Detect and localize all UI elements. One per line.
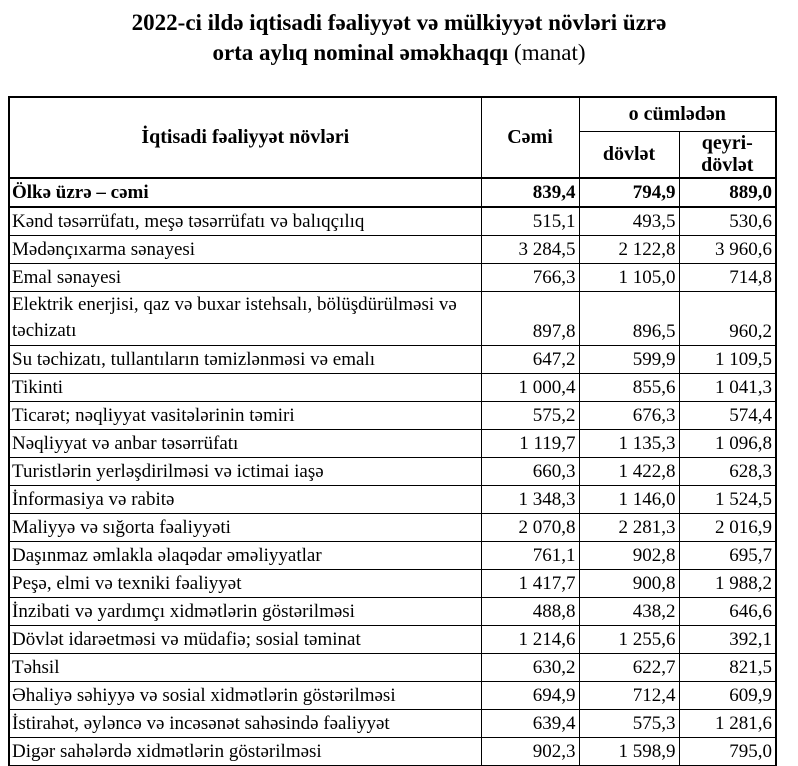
value-total: 1 417,7 bbox=[481, 569, 579, 597]
value-state: 438,2 bbox=[579, 597, 679, 625]
activity-label: Daşınmaz əmlakla əlaqədar əməliyyatlar bbox=[9, 541, 481, 569]
value-total: 766,3 bbox=[481, 263, 579, 291]
value-total: 1 000,4 bbox=[481, 373, 579, 401]
value-state: 493,5 bbox=[579, 207, 679, 236]
value-state: 622,7 bbox=[579, 653, 679, 681]
activity-label: Emal sənayesi bbox=[9, 263, 481, 291]
activity-label: İnformasiya və rabitə bbox=[9, 485, 481, 513]
wages-table bbox=[8, 96, 777, 766]
activity-label: Nəqliyyat və anbar təsərrüfatı bbox=[9, 429, 481, 457]
value-total: 2 070,8 bbox=[481, 513, 579, 541]
value-total: 902,3 bbox=[481, 737, 579, 766]
value-non-state: 714,8 bbox=[679, 263, 776, 291]
value-non-state: 821,5 bbox=[679, 653, 776, 681]
statistics-page bbox=[0, 8, 798, 766]
table-body bbox=[9, 178, 776, 766]
activity-label: Maliyyə və sığorta fəaliyyəti bbox=[9, 513, 481, 541]
value-non-state: 1 096,8 bbox=[679, 429, 776, 457]
value-non-state: 628,3 bbox=[679, 457, 776, 485]
header-state: dövlət bbox=[579, 131, 679, 178]
value-non-state: 1 281,6 bbox=[679, 709, 776, 737]
value-total: 660,3 bbox=[481, 457, 579, 485]
activity-label: Əhaliyə səhiyyə və sosial xidmətlərin göstərilməsi bbox=[9, 681, 481, 709]
value-total: 1 214,6 bbox=[481, 625, 579, 653]
activity-label: Ölkə üzrə – cəmi bbox=[9, 178, 481, 207]
value-total: 694,9 bbox=[481, 681, 579, 709]
table-row bbox=[9, 541, 776, 569]
value-state: 575,3 bbox=[579, 709, 679, 737]
activity-label: Təhsil bbox=[9, 653, 481, 681]
value-state: 1 135,3 bbox=[579, 429, 679, 457]
value-total: 488,8 bbox=[481, 597, 579, 625]
value-state: 1 105,0 bbox=[579, 263, 679, 291]
value-state: 900,8 bbox=[579, 569, 679, 597]
value-non-state: 960,2 bbox=[679, 291, 776, 345]
value-total: 630,2 bbox=[481, 653, 579, 681]
table-row bbox=[9, 401, 776, 429]
value-state: 855,6 bbox=[579, 373, 679, 401]
value-state: 1 422,8 bbox=[579, 457, 679, 485]
table-row bbox=[9, 709, 776, 737]
activity-label: Elektrik enerjisi, qaz və buxar istehsalı, bölüşdürülməsi və təchizatı bbox=[9, 291, 481, 345]
activity-label: Dövlət idarəetməsi və müdafiə; sosial təminat bbox=[9, 625, 481, 653]
value-state: 1 146,0 bbox=[579, 485, 679, 513]
table-row bbox=[9, 263, 776, 291]
value-non-state: 1 988,2 bbox=[679, 569, 776, 597]
table-row bbox=[9, 457, 776, 485]
value-non-state: 795,0 bbox=[679, 737, 776, 766]
value-state: 2 122,8 bbox=[579, 235, 679, 263]
value-non-state: 646,6 bbox=[679, 597, 776, 625]
value-total: 3 284,5 bbox=[481, 235, 579, 263]
value-non-state: 695,7 bbox=[679, 541, 776, 569]
value-non-state: 609,9 bbox=[679, 681, 776, 709]
title-line2-bold: orta aylıq nominal əməkhaqqı bbox=[212, 40, 509, 66]
table-row bbox=[9, 513, 776, 541]
value-state: 1 598,9 bbox=[579, 737, 679, 766]
activity-label: Su təchizatı, tullantıların təmizlənməsi və emalı bbox=[9, 345, 481, 373]
value-state: 896,5 bbox=[579, 291, 679, 345]
value-state: 1 255,6 bbox=[579, 625, 679, 653]
value-total: 761,1 bbox=[481, 541, 579, 569]
table-row bbox=[9, 653, 776, 681]
activity-label: Ticarət; nəqliyyat vasitələrinin təmiri bbox=[9, 401, 481, 429]
table-row bbox=[9, 597, 776, 625]
table-row bbox=[9, 207, 776, 236]
value-total: 839,4 bbox=[481, 178, 579, 207]
header-activity-types: İqtisadi fəaliyyət növləri bbox=[9, 97, 481, 178]
value-non-state: 574,4 bbox=[679, 401, 776, 429]
header-total: Cəmi bbox=[481, 97, 579, 178]
activity-label: Peşə, elmi və texniki fəaliyyət bbox=[9, 569, 481, 597]
table-row bbox=[9, 373, 776, 401]
value-non-state: 530,6 bbox=[679, 207, 776, 236]
table-row bbox=[9, 429, 776, 457]
table-row bbox=[9, 737, 776, 766]
value-state: 599,9 bbox=[579, 345, 679, 373]
value-total: 1 348,3 bbox=[481, 485, 579, 513]
page-title bbox=[0, 8, 798, 69]
value-non-state: 2 016,9 bbox=[679, 513, 776, 541]
value-non-state: 889,0 bbox=[679, 178, 776, 207]
activity-label: Mədənçıxarma sənayesi bbox=[9, 235, 481, 263]
table-row bbox=[9, 178, 776, 207]
header-including-group: o cümlədən bbox=[579, 97, 776, 132]
value-state: 902,8 bbox=[579, 541, 679, 569]
table-row bbox=[9, 345, 776, 373]
value-total: 1 119,7 bbox=[481, 429, 579, 457]
table-row bbox=[9, 235, 776, 263]
table-row bbox=[9, 485, 776, 513]
activity-label: Tikinti bbox=[9, 373, 481, 401]
table-header bbox=[9, 97, 776, 178]
title-line1: 2022-ci ildə iqtisadi fəaliyyət və mülkiyyət növləri üzrə bbox=[131, 10, 667, 35]
value-non-state: 1 041,3 bbox=[679, 373, 776, 401]
activity-label: İstirahət, əyləncə və incəsənət sahəsində fəaliyyət bbox=[9, 709, 481, 737]
table-row bbox=[9, 625, 776, 653]
value-non-state: 3 960,6 bbox=[679, 235, 776, 263]
value-total: 639,4 bbox=[481, 709, 579, 737]
value-total: 897,8 bbox=[481, 291, 579, 345]
value-non-state: 1 109,5 bbox=[679, 345, 776, 373]
value-state: 794,9 bbox=[579, 178, 679, 207]
value-non-state: 392,1 bbox=[679, 625, 776, 653]
header-non-state: qeyri-dövlət bbox=[679, 131, 776, 178]
table-row bbox=[9, 681, 776, 709]
value-total: 647,2 bbox=[481, 345, 579, 373]
value-state: 676,3 bbox=[579, 401, 679, 429]
activity-label: Turistlərin yerləşdirilməsi və ictimai iaşə bbox=[9, 457, 481, 485]
value-state: 2 281,3 bbox=[579, 513, 679, 541]
value-total: 515,1 bbox=[481, 207, 579, 236]
activity-label: Kənd təsərrüfatı, meşə təsərrüfatı və balıqçılıq bbox=[9, 207, 481, 236]
activity-label: İnzibati və yardımçı xidmətlərin göstərilməsi bbox=[9, 597, 481, 625]
value-total: 575,2 bbox=[481, 401, 579, 429]
table-row bbox=[9, 569, 776, 597]
activity-label: Digər sahələrdə xidmətlərin göstərilməsi bbox=[9, 737, 481, 766]
value-state: 712,4 bbox=[579, 681, 679, 709]
value-non-state: 1 524,5 bbox=[679, 485, 776, 513]
table-row bbox=[9, 291, 776, 345]
title-line2-unit: (manat) bbox=[508, 40, 586, 66]
